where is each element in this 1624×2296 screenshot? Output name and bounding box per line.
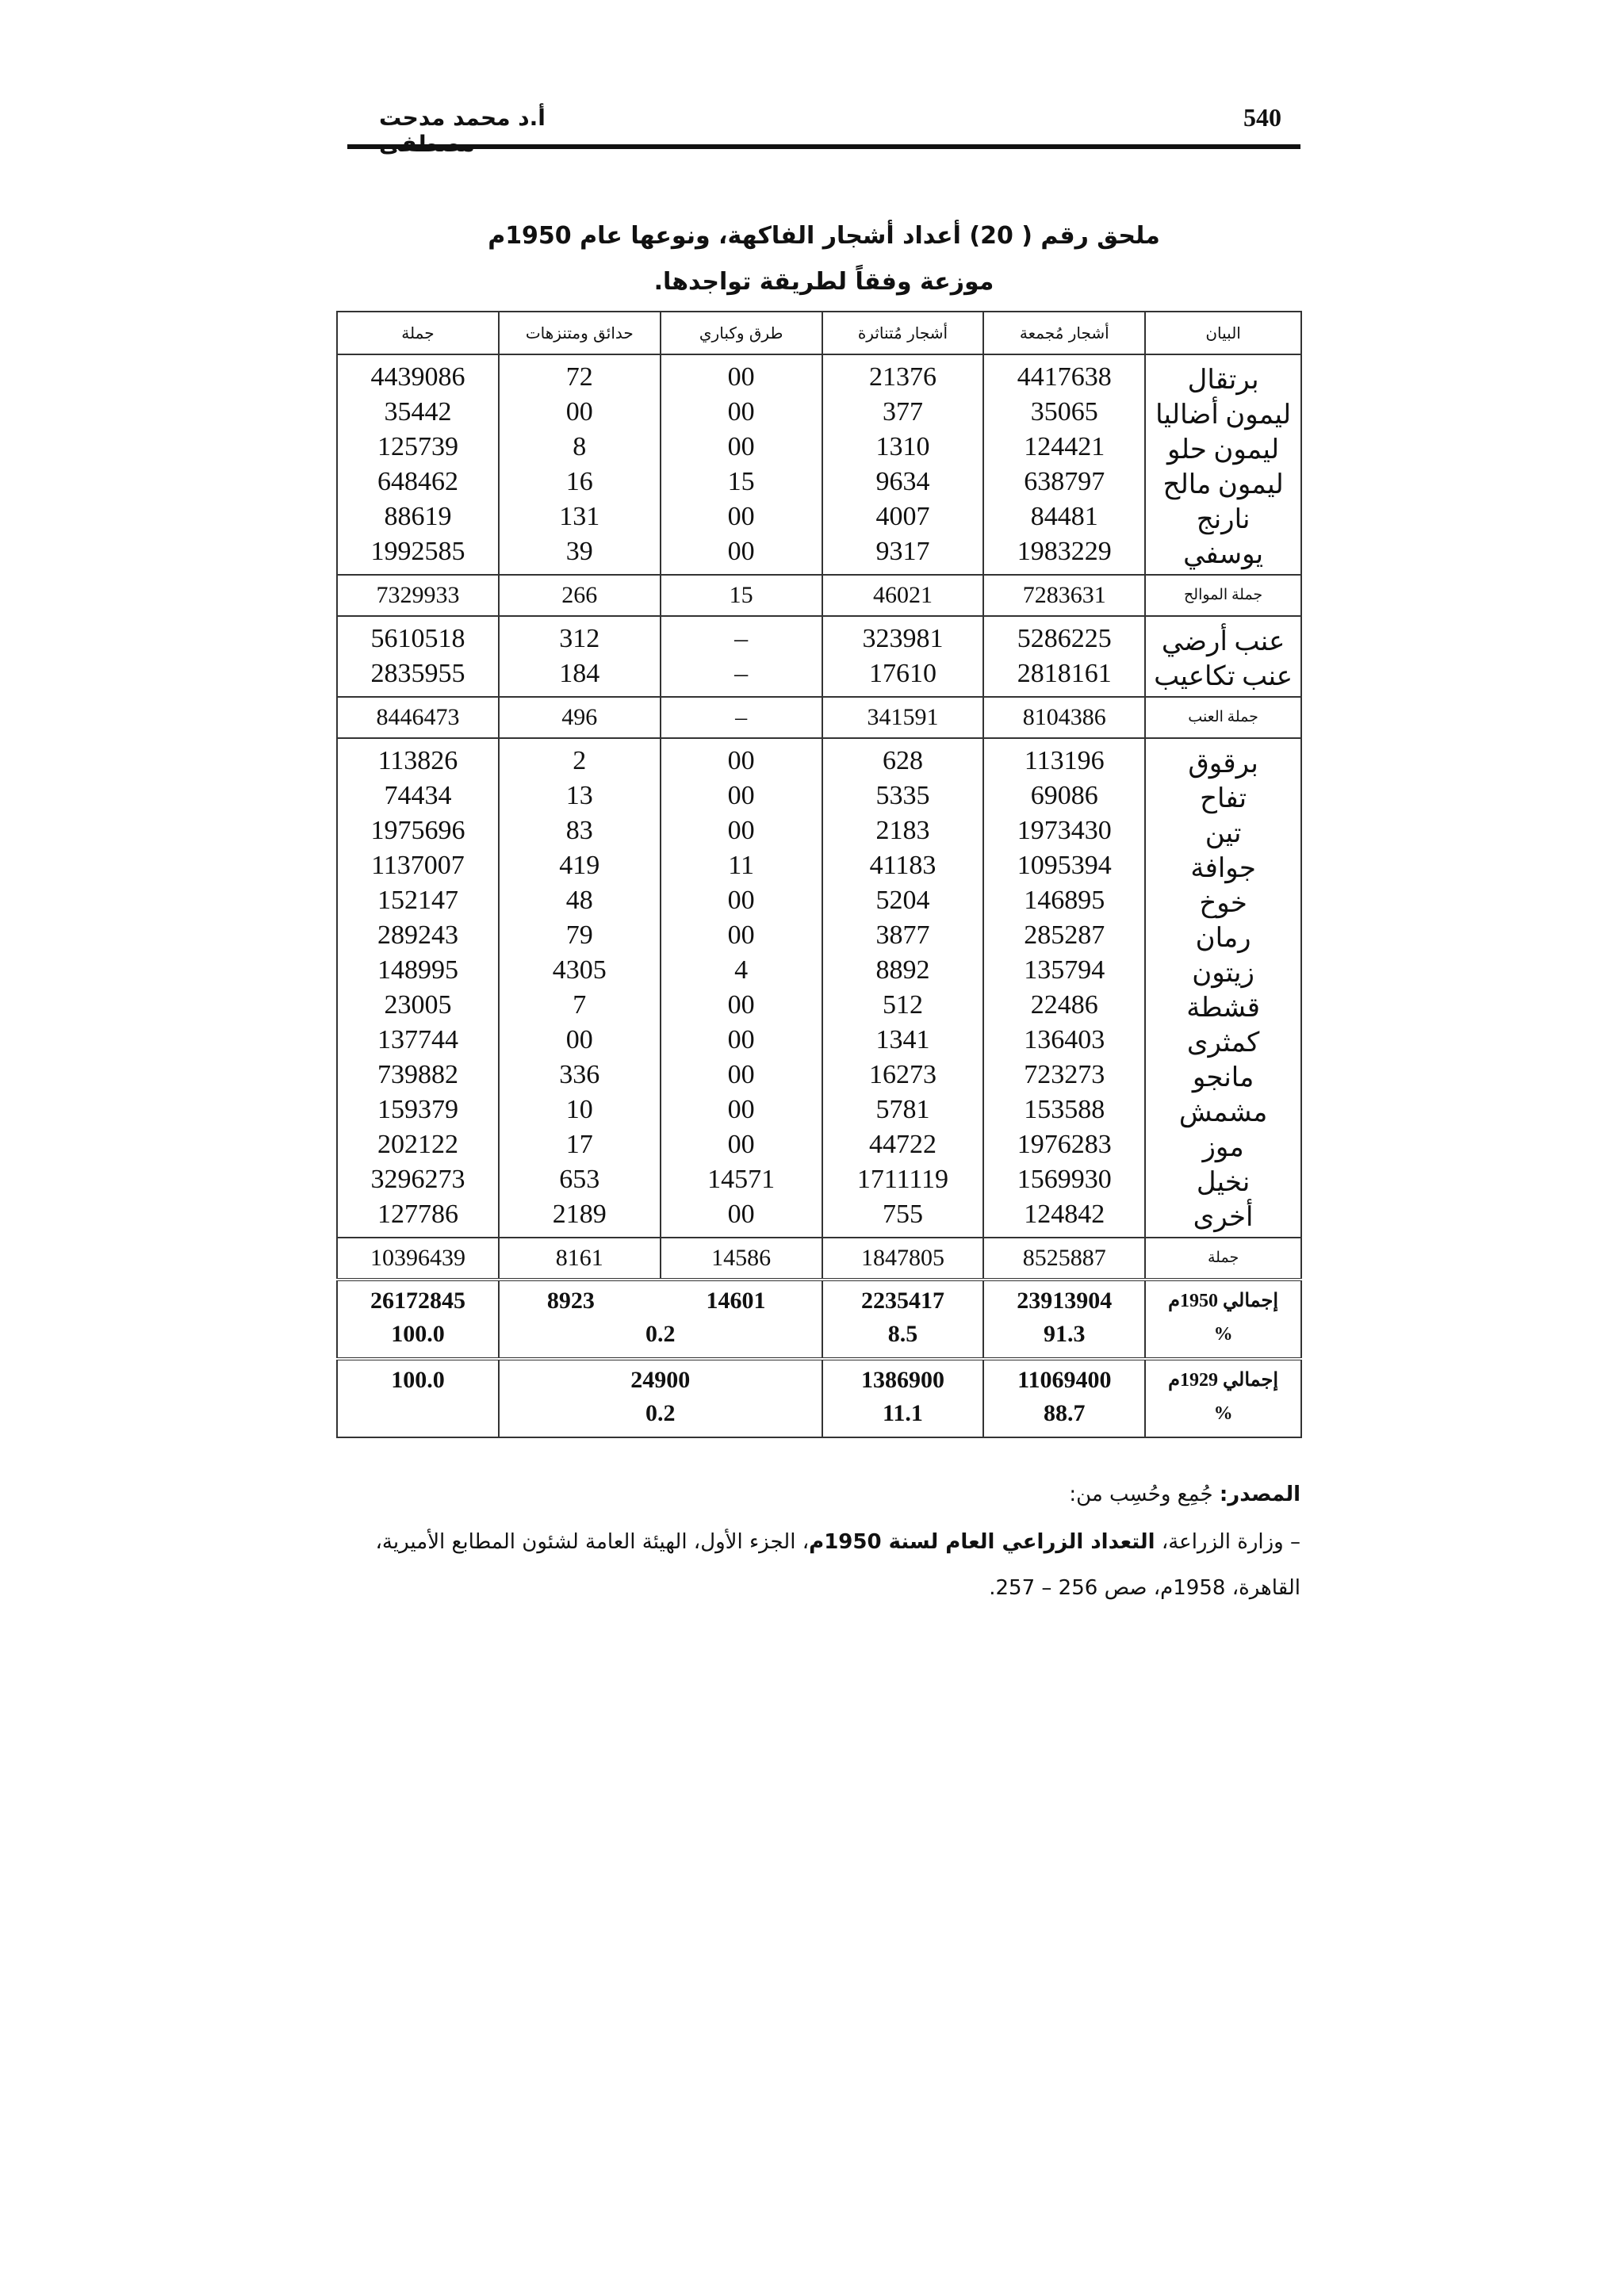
table-cell: 100.0 <box>391 1321 445 1347</box>
other-fruits-block <box>337 738 1301 1238</box>
table-cell: 648462 <box>377 467 458 496</box>
others-total-row <box>337 1238 1301 1280</box>
table-cell: 1983229 <box>1017 537 1112 566</box>
row-label: جوافة <box>1190 854 1256 883</box>
table-cell: 00 <box>727 1200 755 1229</box>
table-cell: 35065 <box>1030 397 1098 427</box>
row-label: برقوق <box>1188 749 1258 779</box>
source-ref-prefix: – وزارة الزراعة، <box>1155 1530 1300 1554</box>
table-cell: 8525887 <box>983 1238 1145 1280</box>
table-cell: 8161 <box>499 1238 661 1280</box>
table-cell: 0.2 <box>645 1321 676 1347</box>
table-cell: 341591 <box>822 697 984 738</box>
table-cell: 4 <box>734 955 749 985</box>
table-cell: 124842 <box>1024 1200 1105 1229</box>
table-cell: 13 <box>565 781 593 810</box>
row-label: ليمون حلو <box>1167 435 1280 465</box>
table-cell: 91.3 <box>1044 1321 1086 1347</box>
row-label: قشطة <box>1186 993 1260 1023</box>
total-1929-roads-gardens <box>499 1359 822 1437</box>
table-cell: 124421 <box>1024 432 1105 461</box>
source-label: المصدر: <box>1219 1483 1300 1506</box>
table-cell: 69086 <box>1030 781 1098 810</box>
table-cell: 00 <box>727 362 755 392</box>
row-label: ليمون أضاليا <box>1155 400 1292 430</box>
table-cell: 628 <box>882 746 923 775</box>
source-line <box>347 1483 1300 1506</box>
citrus-labels <box>1145 354 1301 575</box>
table-cell: 2235417 <box>860 1288 944 1314</box>
table-cell: 2183 <box>875 816 930 845</box>
row-label: ليمون مالح <box>1162 470 1284 499</box>
source-label-rest: جُمِع وحُسِب من: <box>1069 1483 1213 1506</box>
total-1950-collected <box>983 1280 1145 1359</box>
table-cell: 11 <box>728 851 754 880</box>
table-cell: 8892 <box>875 955 930 985</box>
total-1929-collected <box>983 1359 1145 1437</box>
row-label: أخرى <box>1193 1203 1254 1232</box>
row-label: نخيل <box>1196 1168 1251 1197</box>
table-cell: 88619 <box>384 502 452 531</box>
table-cell: 21376 <box>868 362 936 392</box>
others-collected <box>983 738 1145 1238</box>
table-cell: 00 <box>727 990 755 1020</box>
total-1950-label-text: إجمالي 1950م <box>1168 1291 1279 1311</box>
total-1950-scattered <box>822 1280 984 1359</box>
table-cell: 125739 <box>377 432 458 461</box>
grapes-total <box>337 616 499 697</box>
table-cell: 14601 <box>706 1288 766 1314</box>
grapes-scattered <box>822 616 984 697</box>
source-publisher: القاهرة، 1958م، صص 256 – 257. <box>989 1576 1300 1600</box>
table-cell <box>338 1397 498 1430</box>
header-collected: أشجار مُجمعة <box>983 312 1145 354</box>
fruit-trees-table <box>336 311 1302 1438</box>
table-cell: 8 <box>573 432 587 461</box>
table-cell: 2818161 <box>1017 659 1112 688</box>
table-cell: 10396439 <box>337 1238 499 1280</box>
source-reference <box>347 1530 1300 1554</box>
table-cell: 2 <box>573 746 587 775</box>
table-cell: 1310 <box>875 432 930 461</box>
table-cell: 755 <box>882 1200 923 1229</box>
header-roads: طرق وكباري <box>661 312 822 354</box>
citrus-gardens <box>499 354 661 575</box>
table-cell: 266 <box>499 575 661 616</box>
table-cell: 17 <box>565 1130 593 1159</box>
table-cell: 5204 <box>875 886 930 915</box>
table-cell: 146895 <box>1024 886 1105 915</box>
table-cell: 2189 <box>552 1200 607 1229</box>
total-1950-pair <box>500 1284 822 1318</box>
total-1929-label-text: إجمالي 1929م <box>1168 1370 1279 1391</box>
table-cell: 1847805 <box>822 1238 984 1280</box>
table-cell: 00 <box>565 1025 593 1054</box>
header-total: جملة <box>337 312 499 354</box>
table-cell: 15 <box>727 467 755 496</box>
table-cell: 41183 <box>869 851 936 880</box>
grapes-collected <box>983 616 1145 697</box>
table-cell: 00 <box>727 397 755 427</box>
table-cell: 00 <box>565 397 593 427</box>
others-total <box>337 738 499 1238</box>
table-cell: 8104386 <box>983 697 1145 738</box>
row-label: رمان <box>1195 924 1251 953</box>
table-cell: 83 <box>565 816 593 845</box>
table-cell: 23913904 <box>1017 1288 1113 1314</box>
table-cell: 113196 <box>1024 746 1105 775</box>
header-scattered: أشجار مُتناثرة <box>822 312 984 354</box>
table-cell: 153588 <box>1024 1095 1105 1124</box>
table-cell: 1711119 <box>856 1165 949 1194</box>
table-cell: 22486 <box>1030 990 1098 1020</box>
table-cell: 5286225 <box>1017 624 1112 653</box>
table-cell: 88.7 <box>1044 1400 1086 1426</box>
row-label: تفاح <box>1200 784 1247 813</box>
grapes-total-label: جملة العنب <box>1145 697 1301 738</box>
citrus-block <box>337 354 1301 575</box>
table-cell: 00 <box>727 920 755 950</box>
table-cell: 00 <box>727 1130 755 1159</box>
table-cell: 79 <box>565 920 593 950</box>
table-cell: – <box>734 624 749 653</box>
table-cell: 84481 <box>1030 502 1098 531</box>
table-cell: 4007 <box>875 502 930 531</box>
table-cell: 4439086 <box>370 362 465 392</box>
table-cell: 14586 <box>661 1238 822 1280</box>
table-cell: 638797 <box>1024 467 1105 496</box>
total-1950-total <box>337 1280 499 1359</box>
row-label: عنب أرضي <box>1161 627 1285 656</box>
row-label: موز <box>1202 1133 1244 1162</box>
total-1950-row <box>337 1280 1301 1359</box>
table-cell: 15 <box>661 575 822 616</box>
row-label: يوسفي <box>1183 540 1264 569</box>
table-cell: 00 <box>727 886 755 915</box>
table-cell: 24900 <box>630 1367 691 1393</box>
appendix-subtitle: موزعة وفقاً لطريقة تواجدها. <box>653 268 994 296</box>
table-cell: 3877 <box>875 920 930 950</box>
table-cell: 184 <box>559 659 600 688</box>
header-rule <box>347 144 1300 149</box>
table-cell: 653 <box>559 1165 600 1194</box>
row-label: عنب تكاعيب <box>1154 662 1293 691</box>
grapes-gardens <box>499 616 661 697</box>
table-cell: 512 <box>882 990 923 1020</box>
table-cell: 377 <box>882 397 923 427</box>
row-label: كمثرى <box>1186 1028 1260 1058</box>
table-cell: 7329933 <box>337 575 499 616</box>
others-scattered <box>822 738 984 1238</box>
table-cell: 4305 <box>552 955 607 985</box>
table-cell: 00 <box>727 1095 755 1124</box>
table-cell: 7 <box>573 990 587 1020</box>
table-cell: 35442 <box>384 397 452 427</box>
citrus-collected <box>983 354 1145 575</box>
table-cell: 14571 <box>707 1165 776 1194</box>
citrus-total <box>337 354 499 575</box>
table-cell: 8923 <box>546 1288 595 1314</box>
row-label: زيتون <box>1192 959 1254 988</box>
table-cell: 17610 <box>868 659 936 688</box>
table-cell: 323981 <box>862 624 944 653</box>
table-cell: 48 <box>565 886 593 915</box>
table-cell: – <box>661 697 822 738</box>
table-cell: 16 <box>565 467 593 496</box>
table-cell: 00 <box>727 746 755 775</box>
table-cell: 23005 <box>384 990 452 1020</box>
table-cell: 739882 <box>377 1060 458 1089</box>
source-ref-title: التعداد الزراعي العام لسنة 1950م <box>809 1530 1155 1554</box>
appendix-title: ملحق رقم ( 20) أعداد أشجار الفاكهة، ونوعها عام 1950م <box>488 222 1160 250</box>
table-cell: 3296273 <box>370 1165 465 1194</box>
row-label: نارنج <box>1196 505 1251 534</box>
row-label: خوخ <box>1199 889 1247 918</box>
total-1950-roads-gardens <box>499 1280 822 1359</box>
table-cell: 1975696 <box>370 816 465 845</box>
table-cell: 00 <box>727 537 755 566</box>
table-cell: 16273 <box>868 1060 936 1089</box>
table-cell: – <box>734 659 749 688</box>
table-cell: 00 <box>727 502 755 531</box>
total-1929-pct-label: % <box>1213 1403 1233 1424</box>
grapes-total-row <box>337 697 1301 738</box>
total-1929-row <box>337 1359 1301 1437</box>
table-cell: 5610518 <box>370 624 465 653</box>
table-cell: 72 <box>565 362 593 392</box>
table-cell: 152147 <box>377 886 458 915</box>
row-label: تين <box>1205 819 1242 848</box>
total-1929-label <box>1145 1359 1301 1437</box>
others-roads <box>661 738 822 1238</box>
table-cell: 723273 <box>1024 1060 1105 1089</box>
table-cell: 1973430 <box>1017 816 1112 845</box>
table-cell: 1992585 <box>370 537 465 566</box>
table-cell: 8446473 <box>337 697 499 738</box>
header-gardens: حدائق ومتنزهات <box>499 312 661 354</box>
others-gardens <box>499 738 661 1238</box>
table-cell: 5335 <box>875 781 930 810</box>
citrus-roads <box>661 354 822 575</box>
other-fruits-labels <box>1145 738 1301 1238</box>
table-cell: 9634 <box>875 467 930 496</box>
table-cell: 00 <box>727 781 755 810</box>
table-cell: 4417638 <box>1017 362 1112 392</box>
table-cell: 336 <box>559 1060 600 1089</box>
citrus-scattered <box>822 354 984 575</box>
total-1929-total <box>337 1359 499 1437</box>
table-cell: 1569930 <box>1017 1165 1112 1194</box>
table-cell: 9317 <box>875 537 930 566</box>
table-cell: 137744 <box>377 1025 458 1054</box>
page-number: 540 <box>1243 103 1281 132</box>
row-label: مشمش <box>1178 1098 1268 1127</box>
table-cell: 0.2 <box>645 1400 676 1426</box>
table-cell: 135794 <box>1024 955 1105 985</box>
table-cell: 1386900 <box>860 1367 944 1393</box>
grapes-roads <box>661 616 822 697</box>
table-cell: 312 <box>559 624 600 653</box>
table-cell: 289243 <box>377 920 458 950</box>
table-cell: 1341 <box>875 1025 930 1054</box>
grapes-block <box>337 616 1301 697</box>
table-cell: 00 <box>727 432 755 461</box>
row-label: مانجو <box>1192 1063 1254 1093</box>
table-cell: 285287 <box>1024 920 1105 950</box>
table-cell: 5781 <box>875 1095 930 1124</box>
table-cell: 1976283 <box>1017 1130 1112 1159</box>
table-cell: 74434 <box>384 781 452 810</box>
table-cell: 11069400 <box>1017 1367 1112 1393</box>
table-cell: 46021 <box>822 575 984 616</box>
table-cell: 127786 <box>377 1200 458 1229</box>
table-cell: 7283631 <box>983 575 1145 616</box>
table-cell: 44722 <box>868 1130 936 1159</box>
total-1950-pct-label: % <box>1213 1324 1233 1345</box>
table-cell: 159379 <box>377 1095 458 1124</box>
row-label: برتقال <box>1187 365 1259 395</box>
table-cell: 496 <box>499 697 661 738</box>
table-cell: 39 <box>565 537 593 566</box>
grapes-labels <box>1145 616 1301 697</box>
citrus-total-row <box>337 575 1301 616</box>
table-cell: 136403 <box>1024 1025 1105 1054</box>
table-cell: 113826 <box>377 746 458 775</box>
table-cell: 202122 <box>377 1130 458 1159</box>
header-item: البيان <box>1145 312 1301 354</box>
table-cell: 148995 <box>377 955 458 985</box>
table-cell: 1095394 <box>1017 851 1112 880</box>
table-cell: 00 <box>727 1025 755 1054</box>
total-1929-scattered <box>822 1359 984 1437</box>
table-cell: 10 <box>565 1095 593 1124</box>
table-cell: 8.5 <box>887 1321 918 1347</box>
citrus-total-label: جملة الموالح <box>1145 575 1301 616</box>
table-cell: 131 <box>559 502 600 531</box>
total-1950-label <box>1145 1280 1301 1359</box>
table-cell: 26172845 <box>370 1288 465 1314</box>
table-cell: 00 <box>727 1060 755 1089</box>
table-cell: 419 <box>559 851 600 880</box>
table-cell: 1137007 <box>371 851 465 880</box>
table-cell: 100.0 <box>391 1367 445 1393</box>
others-total-label: جملة <box>1145 1238 1301 1280</box>
source-ref-suffix: ، الجزء الأول، الهيئة العامة لشئون المطابع الأميرية، <box>375 1530 810 1554</box>
author-name: أ.د محمد مدحت <box>379 105 546 131</box>
table-cell: 2835955 <box>370 659 465 688</box>
table-header-row <box>337 312 1301 354</box>
table-cell: 11.1 <box>883 1400 923 1426</box>
table-cell: 00 <box>727 816 755 845</box>
